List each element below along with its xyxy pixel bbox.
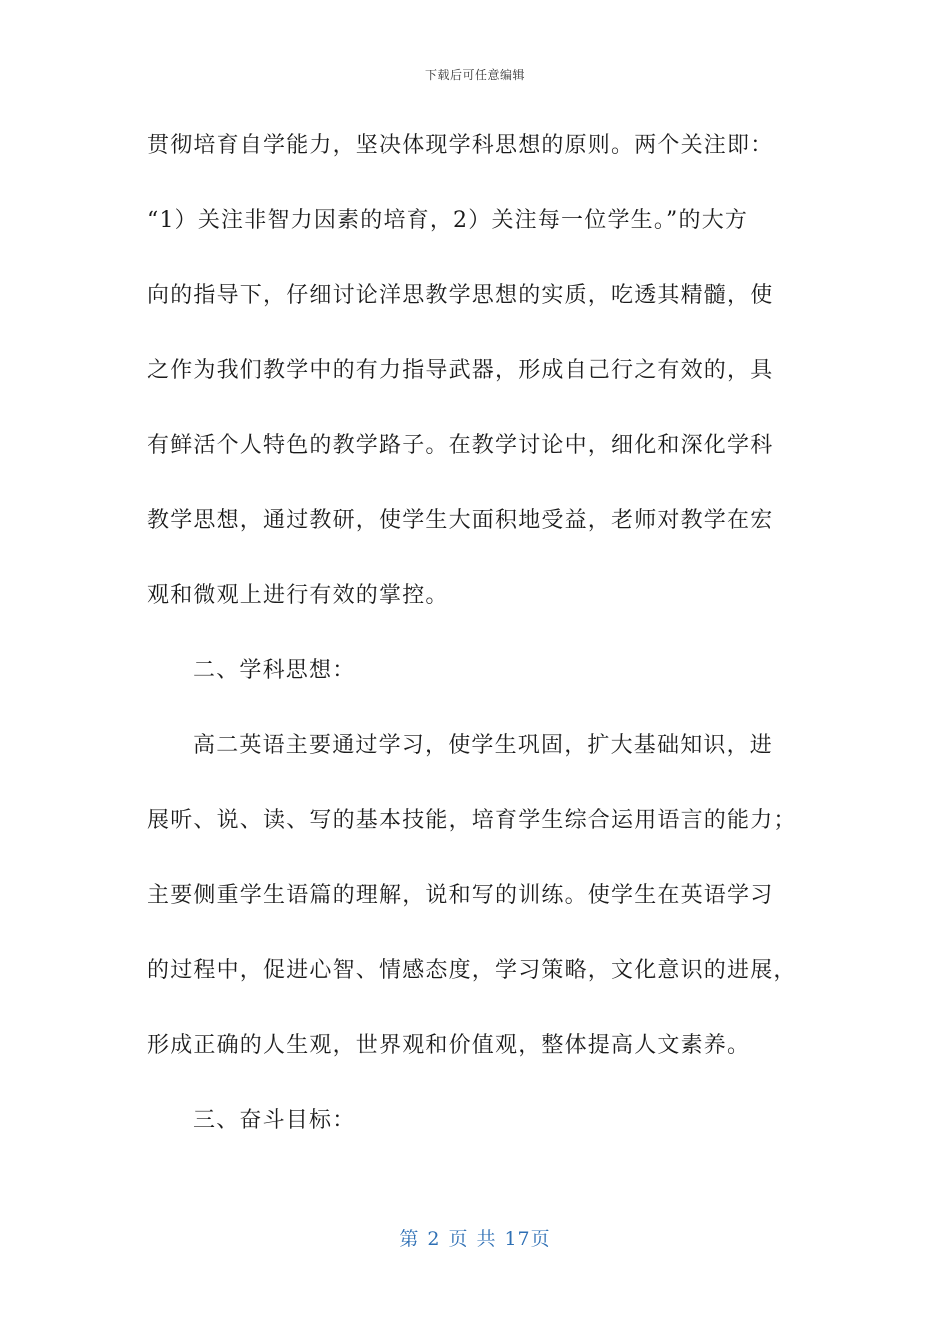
text-line: 高二英语主要通过学习，使学生巩固，扩大基础知识，进 (193, 733, 774, 758)
footer-label-page: 第 (399, 1228, 420, 1250)
footer-current-page: 2 (427, 1228, 441, 1250)
section-heading: 三、奋斗目标： (193, 1108, 356, 1133)
text-line: 的过程中，促进心智、情感态度，学习策略，文化意识的进展， (147, 958, 797, 983)
footer-label-total: 共 (476, 1228, 497, 1250)
text-line: 观和微观上进行有效的掌控。 (147, 583, 449, 608)
text-line: 有鲜活个人特色的教学路子。在教学讨论中，细化和深化学科 (147, 433, 774, 458)
page-footer (0, 1224, 950, 1251)
text-line: “1）关注非智力因素的培育，2）关注每一位学生。”的大方 (147, 208, 749, 233)
header-note: 下载后可任意编辑 (424, 68, 525, 82)
text-line: 形成正确的人生观，世界观和价值观，整体提高人文素养。 (147, 1033, 751, 1058)
text-line: 主要侧重学生语篇的理解，说和写的训练。使学生在英语学习 (147, 883, 774, 908)
text-line: 贯彻培育自学能力，坚决体现学科思想的原则。两个关注即： (147, 133, 774, 158)
text-line: 之作为我们教学中的有力指导武器，形成自己行之有效的，具 (147, 358, 774, 383)
footer-total-pages: 17页 (504, 1228, 551, 1250)
section-heading: 二、学科思想： (193, 658, 356, 683)
text-line: 向的指导下，仔细讨论洋思教学思想的实质，吃透其精髓，使 (147, 283, 774, 308)
text-line: 教学思想，通过教研，使学生大面积地受益，老师对教学在宏 (147, 508, 774, 533)
text-line: 展听、说、读、写的基本技能，培育学生综合运用语言的能力； (147, 808, 797, 833)
footer-label-unit: 页 (448, 1228, 469, 1250)
